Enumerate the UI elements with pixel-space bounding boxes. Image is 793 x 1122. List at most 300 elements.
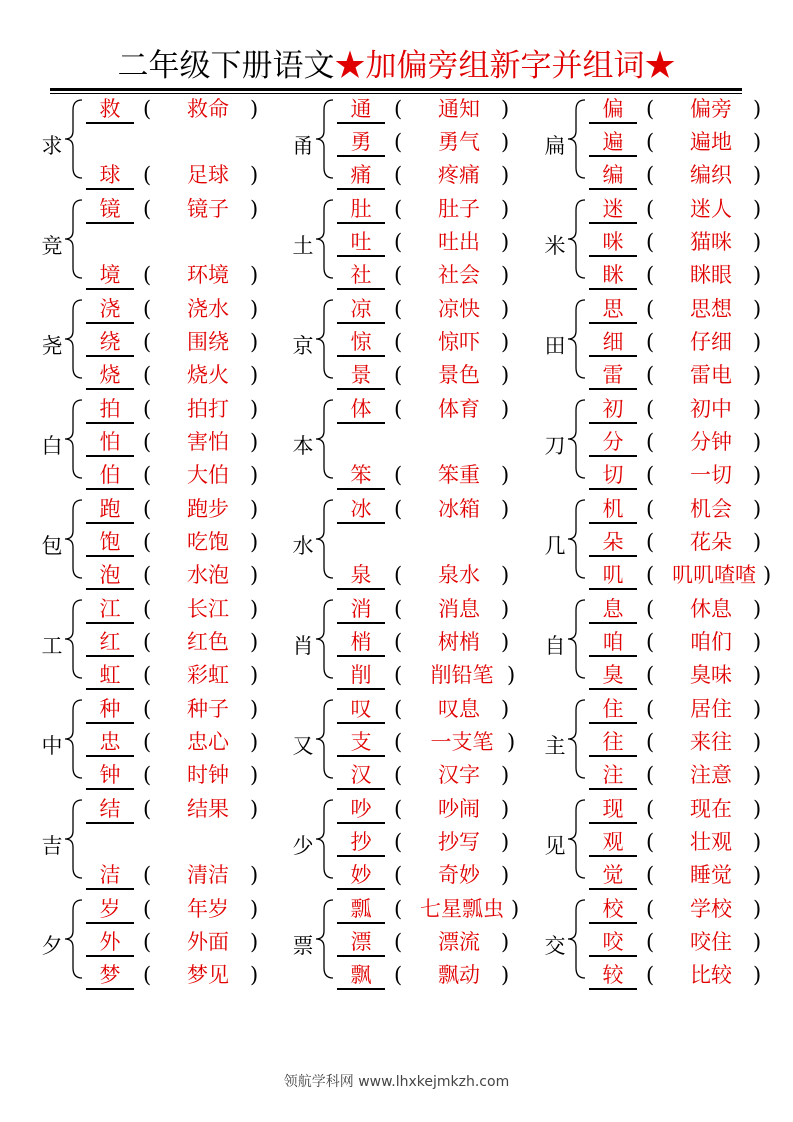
open-paren: ( bbox=[143, 697, 152, 721]
word-answer: 肚子 bbox=[438, 197, 480, 221]
word-answer: 削铅笔 bbox=[430, 663, 494, 687]
new-character-blank: 编 bbox=[589, 162, 637, 190]
entry-row bbox=[541, 462, 786, 495]
new-character-blank: 汉 bbox=[337, 762, 385, 790]
word-answer: 仔细 bbox=[690, 330, 732, 354]
close-paren: ) bbox=[250, 663, 259, 687]
word-answer: 勇气 bbox=[438, 130, 480, 154]
new-character-blank: 饱 bbox=[86, 529, 134, 557]
close-paren: ) bbox=[501, 463, 510, 487]
entry-row bbox=[38, 896, 283, 929]
close-paren: ) bbox=[250, 597, 259, 621]
new-character-blank: 钟 bbox=[86, 762, 134, 790]
new-character-blank: 现 bbox=[589, 796, 637, 824]
word-answer: 机会 bbox=[690, 497, 732, 521]
open-paren: ( bbox=[646, 597, 655, 621]
entry-row bbox=[289, 862, 534, 895]
word-answer: 汉字 bbox=[438, 763, 480, 787]
char-group bbox=[289, 396, 534, 496]
new-character-blank: 镜 bbox=[86, 196, 134, 224]
close-paren: ) bbox=[501, 930, 510, 954]
entry-row bbox=[38, 596, 283, 629]
root-character: 甬 bbox=[292, 134, 314, 158]
new-character-blank: 咱 bbox=[589, 629, 637, 657]
char-group bbox=[38, 96, 283, 196]
entry-row bbox=[541, 496, 786, 529]
open-paren: ( bbox=[143, 163, 152, 187]
new-character-blank: 消 bbox=[337, 596, 385, 624]
word-answer: 彩虹 bbox=[187, 663, 229, 687]
open-paren: ( bbox=[646, 897, 655, 921]
open-paren: ( bbox=[394, 97, 403, 121]
close-paren: ) bbox=[753, 630, 762, 654]
open-paren: ( bbox=[646, 697, 655, 721]
new-character-blank: 拍 bbox=[86, 396, 134, 424]
close-paren: ) bbox=[501, 163, 510, 187]
word-answer: 一支笔 bbox=[430, 730, 494, 754]
word-answer: 编织 bbox=[690, 163, 732, 187]
open-paren: ( bbox=[394, 263, 403, 287]
root-character: 主 bbox=[544, 734, 566, 758]
close-paren: ) bbox=[507, 663, 516, 687]
close-paren: ) bbox=[501, 397, 510, 421]
close-paren: ) bbox=[753, 230, 762, 254]
open-paren: ( bbox=[394, 730, 403, 754]
close-paren: ) bbox=[753, 297, 762, 321]
new-character-blank: 往 bbox=[589, 729, 637, 757]
open-paren: ( bbox=[394, 297, 403, 321]
close-paren: ) bbox=[250, 430, 259, 454]
word-answer: 睡觉 bbox=[690, 863, 732, 887]
page-title bbox=[0, 46, 793, 86]
new-character-blank: 雷 bbox=[589, 362, 637, 390]
close-paren: ) bbox=[250, 197, 259, 221]
word-answer: 臭味 bbox=[690, 663, 732, 687]
word-answer: 年岁 bbox=[187, 897, 229, 921]
word-answer: 拍打 bbox=[187, 397, 229, 421]
new-character-blank: 梢 bbox=[337, 629, 385, 657]
close-paren: ) bbox=[753, 97, 762, 121]
open-paren: ( bbox=[646, 130, 655, 154]
new-character-blank: 咬 bbox=[589, 929, 637, 957]
entry-row bbox=[289, 796, 534, 829]
open-paren: ( bbox=[394, 963, 403, 987]
entry-row bbox=[541, 729, 786, 762]
entry-row bbox=[289, 129, 534, 162]
entry-row bbox=[38, 462, 283, 495]
title-rule-thin bbox=[50, 93, 742, 94]
new-character-blank: 红 bbox=[86, 629, 134, 657]
open-paren: ( bbox=[646, 963, 655, 987]
close-paren: ) bbox=[250, 530, 259, 554]
word-answer: 忠心 bbox=[187, 730, 229, 754]
new-character-blank: 痛 bbox=[337, 162, 385, 190]
new-character-blank: 肚 bbox=[337, 196, 385, 224]
open-paren: ( bbox=[646, 797, 655, 821]
open-paren: ( bbox=[646, 397, 655, 421]
word-answer: 休息 bbox=[690, 597, 732, 621]
open-paren: ( bbox=[394, 330, 403, 354]
root-character: 票 bbox=[292, 934, 314, 958]
new-character-blank: 校 bbox=[589, 896, 637, 924]
entry-row bbox=[38, 796, 283, 829]
entry-row bbox=[289, 229, 534, 262]
new-character-blank: 眯 bbox=[589, 262, 637, 290]
word-answer: 奇妙 bbox=[438, 863, 480, 887]
word-answer: 咱们 bbox=[690, 630, 732, 654]
word-answer: 大伯 bbox=[187, 463, 229, 487]
close-paren: ) bbox=[501, 563, 510, 587]
new-character-blank: 勇 bbox=[337, 129, 385, 157]
entry-row bbox=[541, 229, 786, 262]
new-character-blank: 息 bbox=[589, 596, 637, 624]
root-character: 中 bbox=[41, 734, 63, 758]
close-paren: ) bbox=[753, 363, 762, 387]
entry-row bbox=[541, 562, 786, 595]
word-answer: 吃饱 bbox=[187, 530, 229, 554]
new-character-blank: 外 bbox=[86, 929, 134, 957]
entry-row bbox=[38, 362, 283, 395]
word-answer: 足球 bbox=[187, 163, 229, 187]
close-paren: ) bbox=[763, 563, 772, 587]
root-character: 尧 bbox=[41, 334, 63, 358]
new-character-blank: 叹 bbox=[337, 696, 385, 724]
char-group bbox=[289, 96, 534, 196]
new-character-blank: 偏 bbox=[589, 96, 637, 124]
entry-row bbox=[541, 296, 786, 329]
entry-row bbox=[289, 762, 534, 795]
footer-watermark: 领航学科网 www.lhxkejmkzh.com bbox=[283, 1074, 510, 1090]
new-character-blank: 通 bbox=[337, 96, 385, 124]
open-paren: ( bbox=[143, 530, 152, 554]
new-character-blank: 社 bbox=[337, 262, 385, 290]
open-paren: ( bbox=[394, 830, 403, 854]
close-paren: ) bbox=[250, 463, 259, 487]
char-group bbox=[38, 896, 283, 996]
word-answer: 消息 bbox=[438, 597, 480, 621]
root-character: 米 bbox=[544, 234, 566, 258]
new-character-blank: 削 bbox=[337, 662, 385, 690]
word-answer: 红色 bbox=[187, 630, 229, 654]
open-paren: ( bbox=[394, 397, 403, 421]
new-character-blank: 梦 bbox=[86, 962, 134, 990]
new-character-blank: 咪 bbox=[589, 229, 637, 257]
close-paren: ) bbox=[250, 730, 259, 754]
close-paren: ) bbox=[501, 130, 510, 154]
word-answer: 猫咪 bbox=[690, 230, 732, 254]
new-character-blank: 怕 bbox=[86, 429, 134, 457]
root-character: 夕 bbox=[41, 934, 63, 958]
new-character-blank: 细 bbox=[589, 329, 637, 357]
entry-row bbox=[541, 129, 786, 162]
entry-row bbox=[38, 762, 283, 795]
open-paren: ( bbox=[394, 197, 403, 221]
new-character-blank: 惊 bbox=[337, 329, 385, 357]
new-character-blank: 较 bbox=[589, 962, 637, 990]
word-answer: 通知 bbox=[438, 97, 480, 121]
word-answer: 疼痛 bbox=[438, 163, 480, 187]
entry-row bbox=[289, 262, 534, 295]
open-paren: ( bbox=[646, 230, 655, 254]
word-answer: 注意 bbox=[690, 763, 732, 787]
entry-row bbox=[541, 362, 786, 395]
close-paren: ) bbox=[250, 497, 259, 521]
root-character: 又 bbox=[292, 734, 314, 758]
new-character-blank: 浇 bbox=[86, 296, 134, 324]
open-paren: ( bbox=[143, 797, 152, 821]
open-paren: ( bbox=[143, 730, 152, 754]
open-paren: ( bbox=[143, 563, 152, 587]
entry-row bbox=[289, 96, 534, 129]
entry-row bbox=[541, 596, 786, 629]
open-paren: ( bbox=[646, 930, 655, 954]
word-answer: 分钟 bbox=[690, 430, 732, 454]
open-paren: ( bbox=[394, 497, 403, 521]
new-character-blank: 球 bbox=[86, 162, 134, 190]
open-paren: ( bbox=[143, 863, 152, 887]
word-answer: 梦见 bbox=[187, 963, 229, 987]
open-paren: ( bbox=[143, 97, 152, 121]
close-paren: ) bbox=[511, 897, 520, 921]
close-paren: ) bbox=[753, 697, 762, 721]
close-paren: ) bbox=[501, 97, 510, 121]
close-paren: ) bbox=[753, 330, 762, 354]
close-paren: ) bbox=[501, 497, 510, 521]
new-character-blank: 觉 bbox=[589, 862, 637, 890]
entry-row bbox=[38, 296, 283, 329]
close-paren: ) bbox=[250, 363, 259, 387]
close-paren: ) bbox=[753, 263, 762, 287]
word-answer: 种子 bbox=[187, 697, 229, 721]
title-rule-thick bbox=[50, 88, 742, 91]
open-paren: ( bbox=[394, 897, 403, 921]
close-paren: ) bbox=[250, 263, 259, 287]
close-paren: ) bbox=[250, 930, 259, 954]
new-character-blank: 伯 bbox=[86, 462, 134, 490]
open-paren: ( bbox=[646, 863, 655, 887]
word-answer: 害怕 bbox=[187, 430, 229, 454]
new-character-blank: 漂 bbox=[337, 929, 385, 957]
entry-row bbox=[541, 396, 786, 429]
entry-row bbox=[541, 696, 786, 729]
entry-row bbox=[38, 929, 283, 962]
word-answer: 结果 bbox=[187, 797, 229, 821]
entry-row bbox=[289, 729, 534, 762]
open-paren: ( bbox=[143, 297, 152, 321]
open-paren: ( bbox=[646, 330, 655, 354]
new-character-blank: 泉 bbox=[337, 562, 385, 590]
char-group bbox=[541, 796, 786, 896]
entry-row bbox=[38, 562, 283, 595]
word-answer: 烧火 bbox=[187, 363, 229, 387]
word-answer: 雷电 bbox=[690, 363, 732, 387]
entry-row bbox=[38, 429, 283, 462]
entry-row bbox=[541, 529, 786, 562]
close-paren: ) bbox=[753, 130, 762, 154]
entry-row bbox=[38, 329, 283, 362]
close-paren: ) bbox=[507, 730, 516, 754]
close-paren: ) bbox=[250, 97, 259, 121]
char-group bbox=[38, 296, 283, 396]
close-paren: ) bbox=[501, 863, 510, 887]
word-answer: 眯眼 bbox=[690, 263, 732, 287]
entry-row bbox=[38, 496, 283, 529]
new-character-blank: 江 bbox=[86, 596, 134, 624]
new-character-blank: 叽 bbox=[589, 562, 637, 590]
open-paren: ( bbox=[394, 797, 403, 821]
close-paren: ) bbox=[250, 563, 259, 587]
close-paren: ) bbox=[753, 763, 762, 787]
close-paren: ) bbox=[753, 863, 762, 887]
new-character-blank: 跑 bbox=[86, 496, 134, 524]
entry-row bbox=[38, 96, 283, 129]
char-group bbox=[289, 596, 534, 696]
open-paren: ( bbox=[394, 863, 403, 887]
open-paren: ( bbox=[143, 430, 152, 454]
open-paren: ( bbox=[646, 563, 655, 587]
open-paren: ( bbox=[143, 263, 152, 287]
entry-row bbox=[289, 929, 534, 962]
open-paren: ( bbox=[646, 630, 655, 654]
open-paren: ( bbox=[646, 197, 655, 221]
entry-row bbox=[38, 662, 283, 695]
close-paren: ) bbox=[250, 863, 259, 887]
word-answer: 偏旁 bbox=[690, 97, 732, 121]
new-character-blank: 烧 bbox=[86, 362, 134, 390]
root-character: 包 bbox=[41, 534, 63, 558]
word-answer: 咬住 bbox=[690, 930, 732, 954]
root-character: 本 bbox=[292, 434, 314, 458]
close-paren: ) bbox=[753, 663, 762, 687]
open-paren: ( bbox=[394, 697, 403, 721]
open-paren: ( bbox=[646, 97, 655, 121]
close-paren: ) bbox=[250, 697, 259, 721]
close-paren: ) bbox=[250, 897, 259, 921]
word-answer: 壮观 bbox=[690, 830, 732, 854]
close-paren: ) bbox=[753, 963, 762, 987]
root-character: 几 bbox=[544, 534, 566, 558]
new-character-blank: 吐 bbox=[337, 229, 385, 257]
close-paren: ) bbox=[501, 830, 510, 854]
entry-row bbox=[289, 362, 534, 395]
open-paren: ( bbox=[143, 330, 152, 354]
word-answer: 救命 bbox=[187, 97, 229, 121]
new-character-blank: 分 bbox=[589, 429, 637, 457]
root-character: 水 bbox=[292, 534, 314, 558]
entry-row bbox=[289, 462, 534, 495]
entry-row bbox=[38, 862, 283, 895]
close-paren: ) bbox=[753, 197, 762, 221]
close-paren: ) bbox=[753, 830, 762, 854]
new-character-blank: 结 bbox=[86, 796, 134, 824]
close-paren: ) bbox=[753, 497, 762, 521]
entry-row bbox=[38, 529, 283, 562]
char-group bbox=[38, 796, 283, 896]
entry-row bbox=[289, 329, 534, 362]
word-answer: 迷人 bbox=[690, 197, 732, 221]
char-group bbox=[541, 96, 786, 196]
word-answer: 抄写 bbox=[438, 830, 480, 854]
close-paren: ) bbox=[501, 230, 510, 254]
new-character-blank: 体 bbox=[337, 396, 385, 424]
new-character-blank: 住 bbox=[589, 696, 637, 724]
word-answer: 七星瓢虫 bbox=[420, 897, 504, 921]
new-character-blank: 思 bbox=[589, 296, 637, 324]
char-group bbox=[541, 496, 786, 596]
entry-row bbox=[38, 262, 283, 295]
entry-row bbox=[541, 829, 786, 862]
new-character-blank: 洁 bbox=[86, 862, 134, 890]
new-character-blank: 抄 bbox=[337, 829, 385, 857]
word-answer: 浇水 bbox=[187, 297, 229, 321]
word-answer: 惊吓 bbox=[438, 330, 480, 354]
open-paren: ( bbox=[143, 463, 152, 487]
open-paren: ( bbox=[394, 130, 403, 154]
new-character-blank: 境 bbox=[86, 262, 134, 290]
new-character-blank: 注 bbox=[589, 762, 637, 790]
close-paren: ) bbox=[753, 597, 762, 621]
word-answer: 叹息 bbox=[438, 697, 480, 721]
word-answer: 吵闹 bbox=[438, 797, 480, 821]
close-paren: ) bbox=[501, 630, 510, 654]
word-answer: 漂流 bbox=[438, 930, 480, 954]
entry-row bbox=[289, 962, 534, 995]
word-answer: 围绕 bbox=[187, 330, 229, 354]
word-answer: 比较 bbox=[690, 963, 732, 987]
entry-row bbox=[541, 896, 786, 929]
open-paren: ( bbox=[143, 663, 152, 687]
char-group bbox=[38, 396, 283, 496]
entry-row bbox=[289, 629, 534, 662]
close-paren: ) bbox=[753, 430, 762, 454]
open-paren: ( bbox=[143, 197, 152, 221]
open-paren: ( bbox=[394, 230, 403, 254]
close-paren: ) bbox=[501, 297, 510, 321]
entry-row bbox=[289, 396, 534, 429]
new-character-blank: 虹 bbox=[86, 662, 134, 690]
close-paren: ) bbox=[250, 163, 259, 187]
open-paren: ( bbox=[394, 663, 403, 687]
close-paren: ) bbox=[501, 763, 510, 787]
open-paren: ( bbox=[646, 530, 655, 554]
root-character: 吉 bbox=[41, 834, 63, 858]
char-group bbox=[289, 496, 534, 596]
open-paren: ( bbox=[646, 430, 655, 454]
word-answer: 水泡 bbox=[187, 563, 229, 587]
entry-row bbox=[289, 296, 534, 329]
entry-row bbox=[289, 162, 534, 195]
word-answer: 来往 bbox=[690, 730, 732, 754]
char-group bbox=[541, 196, 786, 296]
new-character-blank: 种 bbox=[86, 696, 134, 724]
close-paren: ) bbox=[501, 330, 510, 354]
close-paren: ) bbox=[501, 797, 510, 821]
open-paren: ( bbox=[646, 363, 655, 387]
entry-row bbox=[38, 962, 283, 995]
close-paren: ) bbox=[501, 597, 510, 621]
word-answer: 时钟 bbox=[187, 763, 229, 787]
char-group bbox=[289, 796, 534, 896]
open-paren: ( bbox=[646, 763, 655, 787]
word-answer: 环境 bbox=[187, 263, 229, 287]
new-character-blank: 吵 bbox=[337, 796, 385, 824]
entry-row bbox=[289, 829, 534, 862]
entry-row bbox=[541, 429, 786, 462]
close-paren: ) bbox=[250, 330, 259, 354]
word-answer: 现在 bbox=[690, 797, 732, 821]
char-group bbox=[38, 696, 283, 796]
entry-row bbox=[541, 329, 786, 362]
